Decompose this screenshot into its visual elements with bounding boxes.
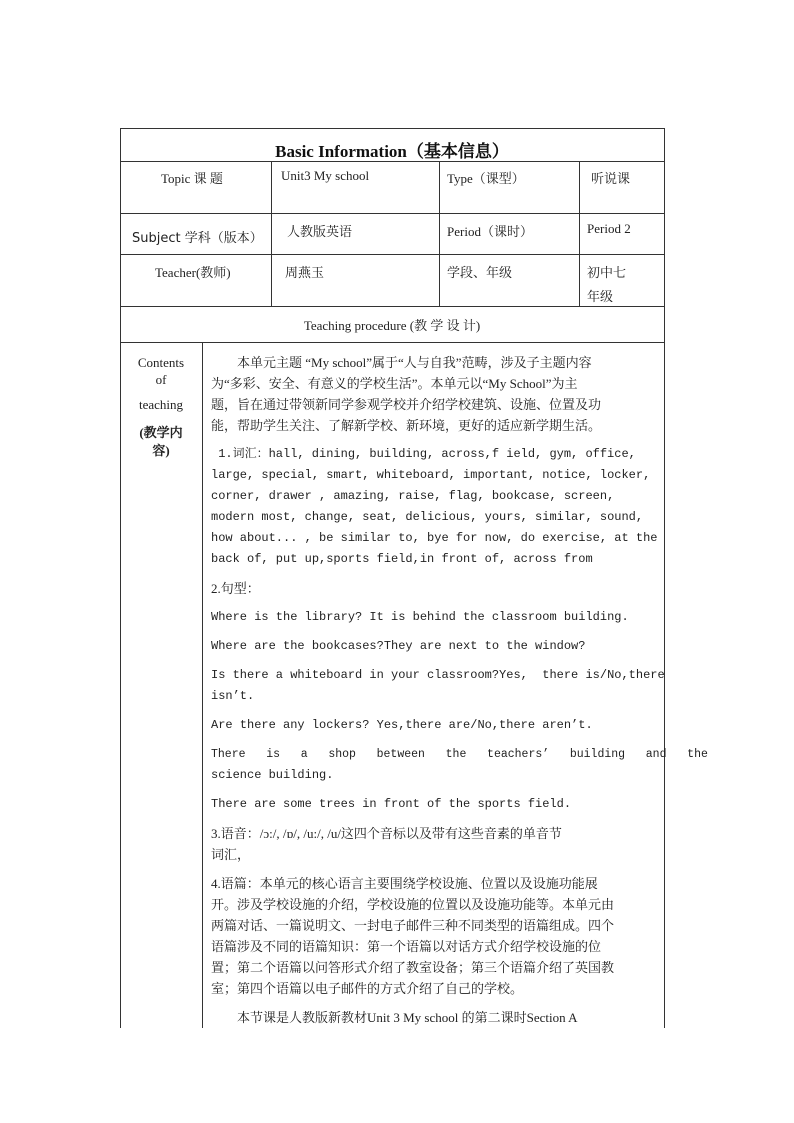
procedure-heading: Teaching procedure (教 学 设 计)	[303, 318, 481, 333]
column-divider	[202, 342, 203, 1028]
contents-label-1: Contents	[137, 355, 185, 370]
grade-label: 学段、年级	[447, 266, 513, 281]
contents-label-5: 容)	[152, 443, 170, 458]
phonics-line: 3.语音：/ɔ:/, /ɒ/, /u:/, /u/这四个音标以及带有这些音素的单音节	[211, 826, 562, 841]
column-divider	[439, 161, 440, 306]
contents-label-2: of	[155, 372, 167, 387]
sentence-line: Are there any lockers? Yes,there are/No,there aren’t.	[211, 718, 593, 732]
vocab-line: back of, put up,sports field,in front of, across from	[211, 552, 593, 566]
sentence-line: isn’t.	[211, 689, 255, 703]
grade-value-line-1: 初中七	[587, 266, 627, 281]
sentence-line: There is a shop between the teachers’ building and the	[211, 748, 708, 761]
discourse-line: 语篇涉及不同的语篇知识：第一个语篇以对话方式介绍学校设施的位	[211, 939, 602, 954]
period-label: Period（课时）	[447, 224, 533, 239]
intro-line: 题，旨在通过带领新同学参观学校并介绍学校建筑、设施、位置及功	[211, 397, 602, 412]
topic-value: Unit3 My school	[281, 168, 370, 183]
sentence-line: There are some trees in front of the sports field.	[211, 797, 572, 811]
sentence-line: science building.	[211, 768, 334, 782]
intro-line: 本单元主题 “My school”属于“人与自我”范畴，涉及子主题内容	[237, 355, 592, 370]
column-divider	[579, 161, 580, 306]
period-value: Period 2	[587, 221, 631, 236]
type-label: Type（课型）	[447, 171, 525, 186]
contents-label-3: teaching	[138, 397, 184, 412]
type-value: 听说课	[591, 172, 631, 187]
discourse-line: 置；第二个语篇以问答形式介绍了教室设备；第三个语篇介绍了英国教	[211, 960, 615, 975]
intro-line: 为“多彩、安全、有意义的学校生活”。本单元以“My School”为主	[211, 376, 578, 391]
table-border-right	[664, 128, 665, 1028]
table-border-left	[120, 128, 121, 1028]
vocab-line: how about... , be similar to, bye for now, do exercise, at the	[211, 531, 658, 545]
teacher-label: Teacher(教师)	[155, 265, 231, 280]
sentence-line: Is there a whiteboard in your classroom?Yes, there is/No,there	[211, 668, 665, 682]
closing-line: 本节课是人教版新教材Unit 3 My school 的第二课时Section A	[237, 1010, 578, 1025]
vocab-line: modern most, change, seat, delicious, yours, similar, sound,	[211, 510, 644, 524]
sentence-line: Where are the bookcases?They are next to the window?	[211, 639, 586, 653]
contents-body	[211, 352, 708, 1028]
column-divider	[271, 161, 272, 306]
sentences-label: 2.句型：	[211, 581, 260, 596]
row-divider	[120, 254, 665, 255]
subject-value: 人教版英语	[287, 225, 353, 240]
teacher-value: 周燕玉	[285, 266, 325, 281]
discourse-line: 两篇对话、一篇说明文、一封电子邮件三种不同类型的语篇组成。四个	[211, 918, 615, 933]
vocab-line: 1.词汇：hall, dining, building, across,f ield, gym, office,	[211, 447, 636, 461]
grade-value-line-2: 年级	[587, 290, 614, 305]
phonics-line: 词汇，	[211, 847, 251, 862]
vocab-line: corner, drawer , amazing, raise, flag, bookcase, screen,	[211, 489, 615, 503]
sentence-line: Where is the library? It is behind the classroom building.	[211, 610, 629, 624]
contents-label-4: (教学内	[139, 425, 183, 440]
topic-label: Topic 课 题	[161, 171, 223, 186]
discourse-line: 4.语篇：本单元的核心语言主要围绕学校设施、位置以及设施功能展	[211, 876, 598, 891]
row-divider	[120, 161, 665, 162]
row-divider	[120, 306, 665, 307]
table-title: Basic Information（基本信息）	[275, 142, 509, 161]
discourse-line: 开。涉及学校设施的介绍，学校设施的位置以及设施功能等。本单元由	[211, 897, 615, 912]
vocab-line: large, special, smart, whiteboard, important, notice, locker,	[211, 468, 651, 482]
intro-line: 能，帮助学生关注、了解新学校、新环境，更好的适应新学期生活。	[211, 418, 602, 433]
subject-label: Subject 学科（版本）	[132, 231, 263, 246]
row-divider	[120, 213, 665, 214]
discourse-line: 室；第四个语篇以电子邮件的方式介绍了自己的学校。	[211, 981, 524, 996]
